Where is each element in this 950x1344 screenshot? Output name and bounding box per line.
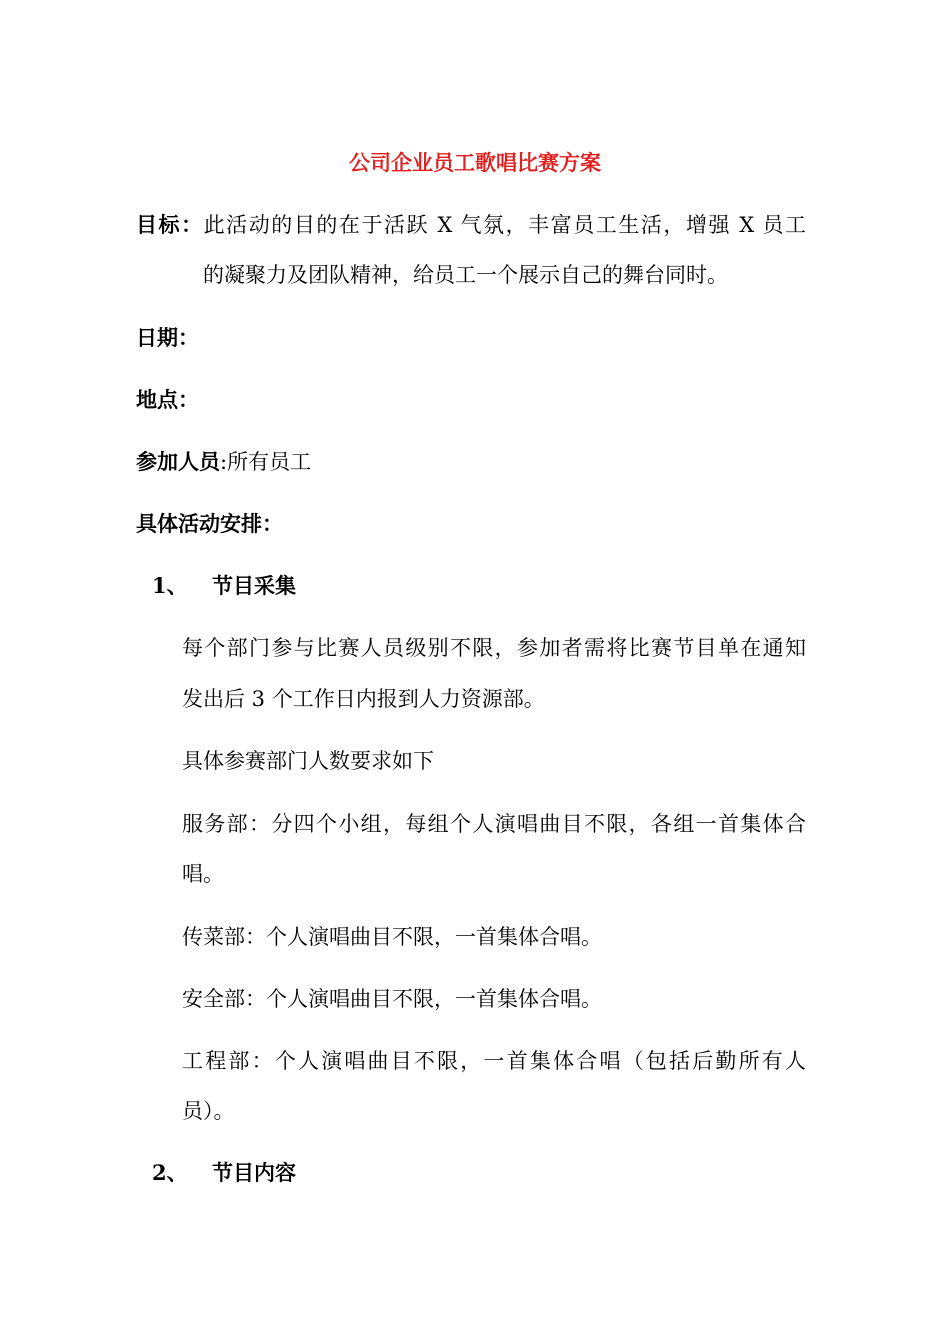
location-line (136, 385, 199, 415)
participants-label: 参加人员 (136, 450, 220, 474)
participants-line (136, 447, 311, 477)
arrangement-heading: 具体活动安排： (136, 512, 283, 536)
goal-label: 目标： (136, 213, 204, 237)
section-1-paragraph-1-line-1: 每个部门参与比赛人员级别不限，参加者需将比赛节目单在通知 (182, 636, 806, 660)
engineering-dept-line-1: 工程部：个人演唱曲目不限，一首集体合唱（包括后勤所有人 (182, 1049, 806, 1073)
security-dept-line: 安全部：个人演唱曲目不限，一首集体合唱。 (182, 987, 602, 1011)
section-1-paragraph-1-line-2: 发出后 3 个工作日内报到人力资源部。 (182, 687, 545, 711)
section-2-number: 2、 (152, 1160, 188, 1185)
section-2-title: 节目内容 (212, 1161, 296, 1185)
delivery-dept-line: 传菜部：个人演唱曲目不限，一首集体合唱。 (182, 925, 602, 949)
section-1-number: 1、 (152, 573, 188, 598)
goal-line-1 (136, 210, 806, 240)
document-title: 公司企业员工歌唱比赛方案 (349, 151, 601, 175)
date-line (136, 323, 199, 353)
section-1-paragraph-2: 具体参赛部门人数要求如下 (182, 749, 434, 773)
section-1-title: 节目采集 (212, 574, 296, 598)
section-2-heading (152, 1158, 296, 1188)
service-dept-line-1: 服务部：分四个小组，每组个人演唱曲目不限，各组一首集体合 (182, 812, 806, 836)
participants-value: :所有员工 (220, 450, 312, 474)
service-dept-line-2: 唱。 (182, 862, 224, 886)
engineering-dept-line-2: 员）。 (182, 1099, 235, 1123)
section-1-heading (152, 571, 296, 601)
goal-text-1: 此活动的目的在于活跃 X 气氛，丰富员工生活，增强 X 员工 (203, 213, 806, 237)
date-label: 日期： (136, 326, 199, 350)
location-label: 地点： (136, 388, 199, 412)
goal-line-2: 的凝聚力及团队精神，给员工一个展示自己的舞台同时。 (203, 263, 728, 287)
